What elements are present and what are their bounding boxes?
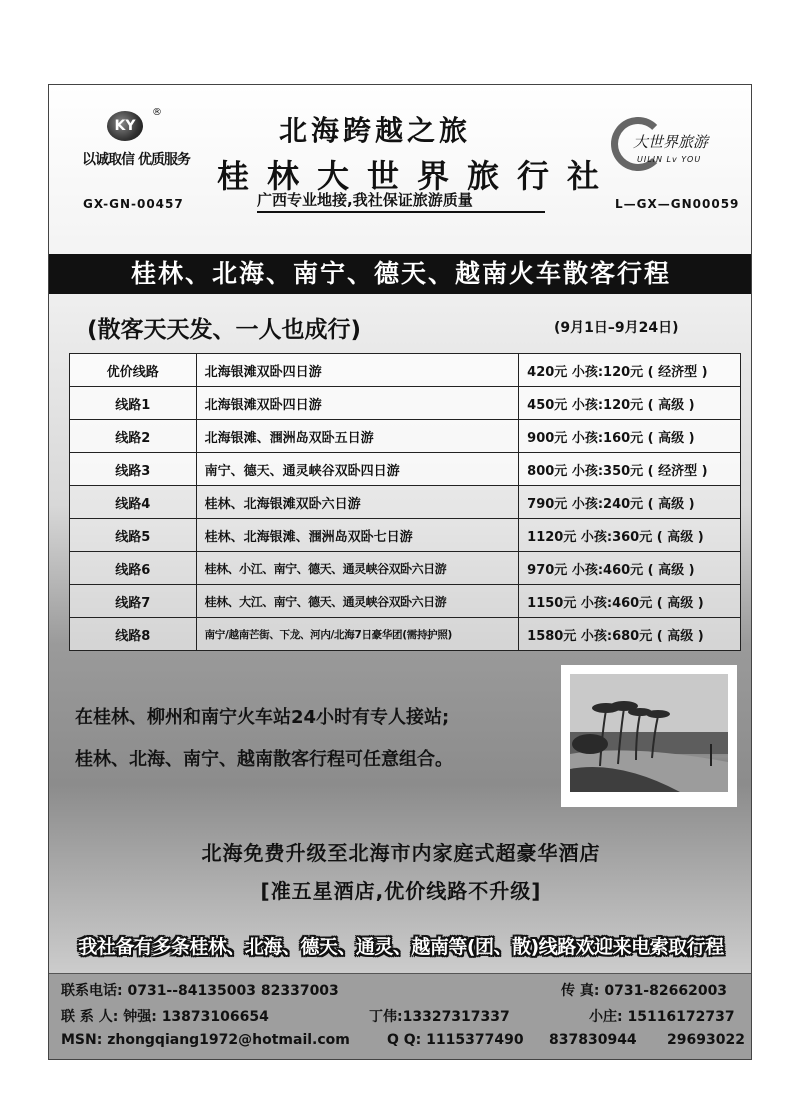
table-row [70, 420, 741, 453]
hotel-upgrade: 北海免费升级至北海市内家庭式超豪华酒店 [201, 841, 601, 865]
route-price: 790元 小孩:240元 ( 高级 ) [519, 486, 741, 519]
logo-right-text: 大世界旅游 [633, 133, 709, 151]
palm-tree-icon [570, 674, 728, 792]
route-desc: 南宁、德天、通灵峡谷双卧四日游 [196, 453, 519, 486]
flyer-page [48, 84, 752, 1060]
company-logo-right [611, 123, 737, 173]
route-name: 线路7 [70, 585, 197, 618]
company-name: 桂林大世界旅行社 [217, 157, 618, 195]
route-desc: 桂林、北海银滩双卧六日游 [196, 486, 519, 519]
registered-mark: ® [152, 107, 162, 118]
subtitle-underline [257, 211, 545, 213]
table-row [70, 519, 741, 552]
table-row [70, 618, 741, 651]
route-price: 420元 小孩:120元 ( 经济型 ) [519, 354, 741, 387]
msn-contact: MSN: zhongqiang1972@hotmail.com [61, 1032, 350, 1048]
phone-number: 联系电话: 0731--84135003 82337003 [61, 983, 339, 999]
route-desc: 南宁/越南芒街、下龙、河内/北海7日豪华团(需持护照) [196, 618, 519, 651]
page-title: 北海跨越之旅 [279, 114, 472, 147]
route-price: 900元 小孩:160元 ( 高级 ) [519, 420, 741, 453]
route-desc: 桂林、小江、南宁、德天、通灵峡谷双卧六日游 [196, 552, 519, 585]
route-desc: 北海银滩双卧四日游 [196, 387, 519, 420]
table-row [70, 453, 741, 486]
table-row [70, 354, 741, 387]
hotel-note: [准五星酒店,优价线路不升级] [260, 879, 542, 903]
route-price: 1120元 小孩:360元 ( 高级 ) [519, 519, 741, 552]
route-price: 450元 小孩:120元 ( 高级 ) [519, 387, 741, 420]
qq-contact-2: 837830944 [549, 1032, 637, 1048]
route-name: 线路2 [70, 420, 197, 453]
slogan-left: 以诚取信 优质服务 [82, 152, 190, 168]
route-name: 线路8 [70, 618, 197, 651]
tagline: (散客天天发、一人也成行) [87, 317, 362, 343]
route-price: 970元 小孩:460元 ( 高级 ) [519, 552, 741, 585]
route-name: 线路4 [70, 486, 197, 519]
qq-contact: Q Q: 1115377490 [387, 1032, 524, 1048]
table-row [70, 387, 741, 420]
route-name: 线路6 [70, 552, 197, 585]
beach-photo-image [570, 674, 728, 792]
route-price: 1580元 小孩:680元 ( 高级 ) [519, 618, 741, 651]
table-row [70, 552, 741, 585]
route-name: 线路5 [70, 519, 197, 552]
contact-footer [49, 973, 752, 1060]
combo-info: 桂林、北海、南宁、越南散客行程可任意组合。 [75, 749, 453, 770]
routes-table [69, 353, 741, 651]
date-range: (9月1日–9月24日) [554, 320, 679, 336]
license-code-right: L—GX—GN00059 [615, 197, 740, 211]
route-desc: 北海银滩双卧四日游 [196, 354, 519, 387]
table-row [70, 486, 741, 519]
logo-left-text: KY [114, 118, 136, 134]
contact-person: 联 系 人: 钟强: 13873106654 [61, 1009, 269, 1025]
route-banner: 桂林、北海、南宁、德天、越南火车散客行程 [49, 254, 752, 294]
route-price: 1150元 小孩:460元 ( 高级 ) [519, 585, 741, 618]
route-desc: 北海银滩、涠洲岛双卧五日游 [196, 420, 519, 453]
pickup-info: 在桂林、柳州和南宁火车站24小时有专人接站; [75, 707, 450, 728]
subtitle: 广西专业地接,我社保证旅游质量 [257, 191, 473, 209]
contact-person-3: 小庄: 15116172737 [589, 1009, 735, 1025]
promo-banner: 我社备有多条桂林、北海、德天、通灵、越南等(团、散)线路欢迎来电索取行程 [78, 936, 724, 958]
route-name: 线路1 [70, 387, 197, 420]
license-code-left: GX-GN-00457 [83, 197, 184, 211]
company-logo-left [107, 111, 143, 141]
table-row [70, 585, 741, 618]
contact-person-2: 丁伟:13327317337 [369, 1009, 510, 1025]
logo-right-latin: UILIN Lv YOU [637, 155, 702, 164]
route-price: 800元 小孩:350元 ( 经济型 ) [519, 453, 741, 486]
route-desc: 桂林、大江、南宁、德天、通灵峡谷双卧六日游 [196, 585, 519, 618]
fax-number: 传 真: 0731-82662003 [561, 983, 728, 999]
route-desc: 桂林、北海银滩、涠洲岛双卧七日游 [196, 519, 519, 552]
beach-photo [561, 665, 737, 807]
route-name: 优价线路 [70, 354, 197, 387]
qq-contact-3: 29693022 [667, 1032, 745, 1048]
route-name: 线路3 [70, 453, 197, 486]
